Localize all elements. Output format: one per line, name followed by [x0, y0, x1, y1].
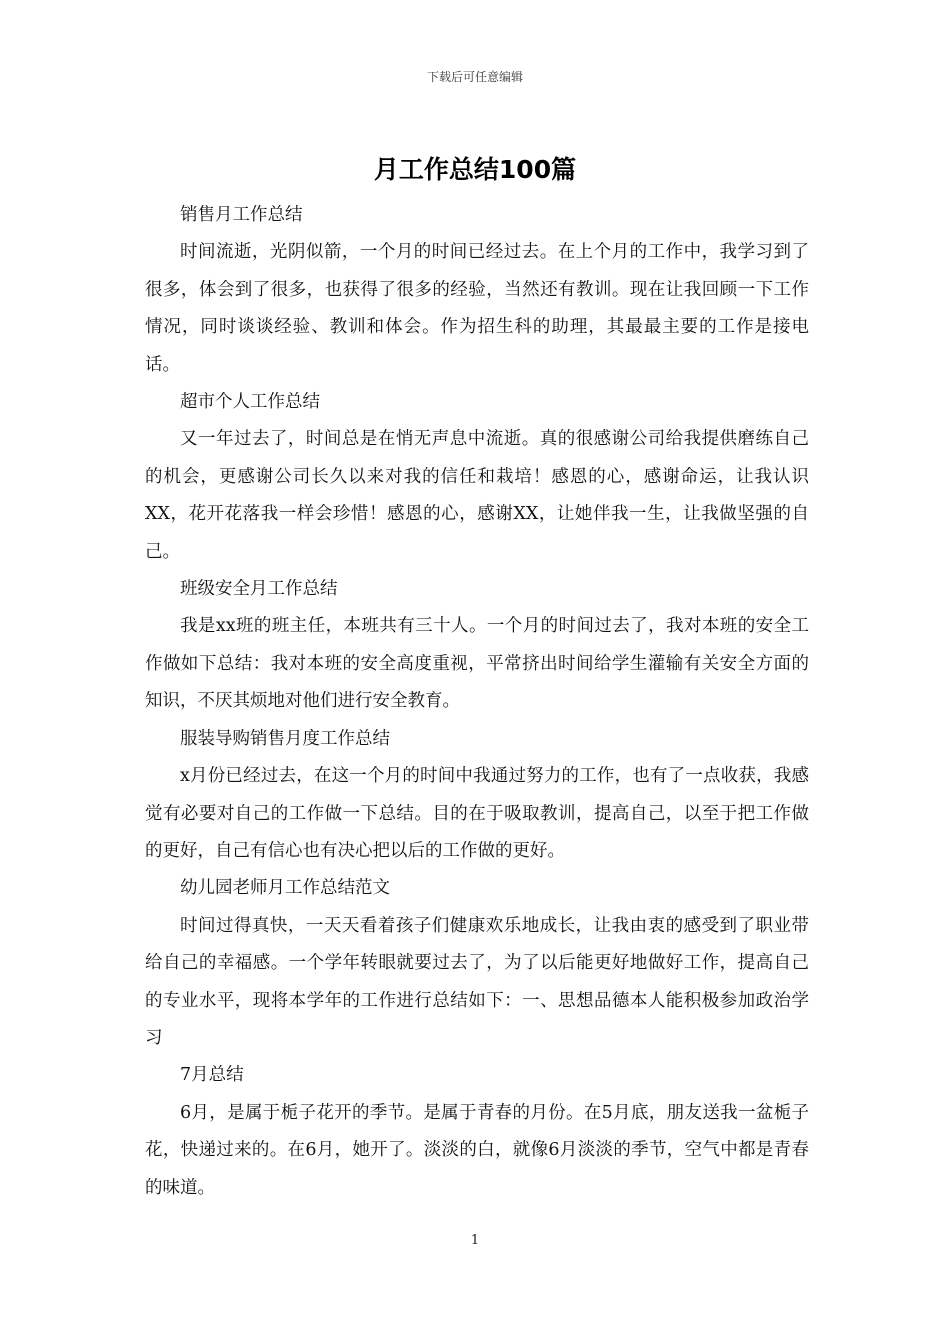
page-number: 1: [470, 1233, 480, 1248]
section-heading: 7月总结: [180, 1065, 244, 1086]
section-paragraph: x月份已经过去，在这一个月的时间中我通过努力的工作，也有了一点收获，我感觉有必要对自己的工作做一下总结。目的在于吸取教训，提高自己，以至于把工作做的更好，自己有信心也有决心把以后的工作做的更好。: [145, 766, 809, 861]
section-paragraph: 又一年过去了，时间总是在悄无声息中流逝。真的很感谢公司给我提供磨练自己的机会，更感谢公司长久以来对我的信任和栽培！感恩的心，感谢命运，让我认识XX，花开花落我一样会珍惜！感恩的心，感谢XX，让她伴我一生，让我做坚强的自己。: [145, 429, 809, 562]
section-paragraph: 我是xx班的班主任，本班共有三十人。一个月的时间过去了，我对本班的安全工作做如下总结：我对本班的安全高度重视，平常挤出时间给学生灌输有关安全方面的知识，不厌其烦地对他们进行安全教育。: [145, 616, 809, 712]
section-paragraph: 6月，是属于栀子花开的季节。是属于青春的月份。在5月底，朋友送我一盆栀子花，快递过来的。在6月，她开了。淡淡的白，就像6月淡淡的季节，空气中都是青春的味道。: [145, 1102, 809, 1198]
document-title: 月工作总结100篇: [373, 155, 577, 184]
section-heading: 幼儿园老师月工作总结范文: [180, 878, 390, 899]
section-paragraph: 时间流逝，光阴似箭，一个月的时间已经过去。在上个月的工作中，我学习到了很多，体会到了很多，也获得了很多的经验，当然还有教训。现在让我回顾一下工作情况，同时谈谈经验、教训和体会。作为招生科的助理，其最最主要的工作是接电话。: [145, 242, 809, 375]
section-paragraph: 时间过得真快，一天天看着孩子们健康欢乐地成长，让我由衷的感受到了职业带给自己的幸福感。一个学年转眼就要过去了，为了以后能更好地做好工作，提高自己的专业水平，现将本学年的工作进行总结如下：一、思想品德本人能积极参加政治学习: [145, 915, 809, 1048]
document-body: [145, 197, 809, 1207]
section-heading: 超市个人工作总结: [180, 392, 320, 413]
section-heading: 服装导购销售月度工作总结: [180, 728, 390, 749]
page-header-note: 下载后可任意编辑: [426, 70, 523, 84]
section-heading: 班级安全月工作总结: [180, 579, 338, 600]
section-heading: 销售月工作总结: [180, 205, 303, 225]
